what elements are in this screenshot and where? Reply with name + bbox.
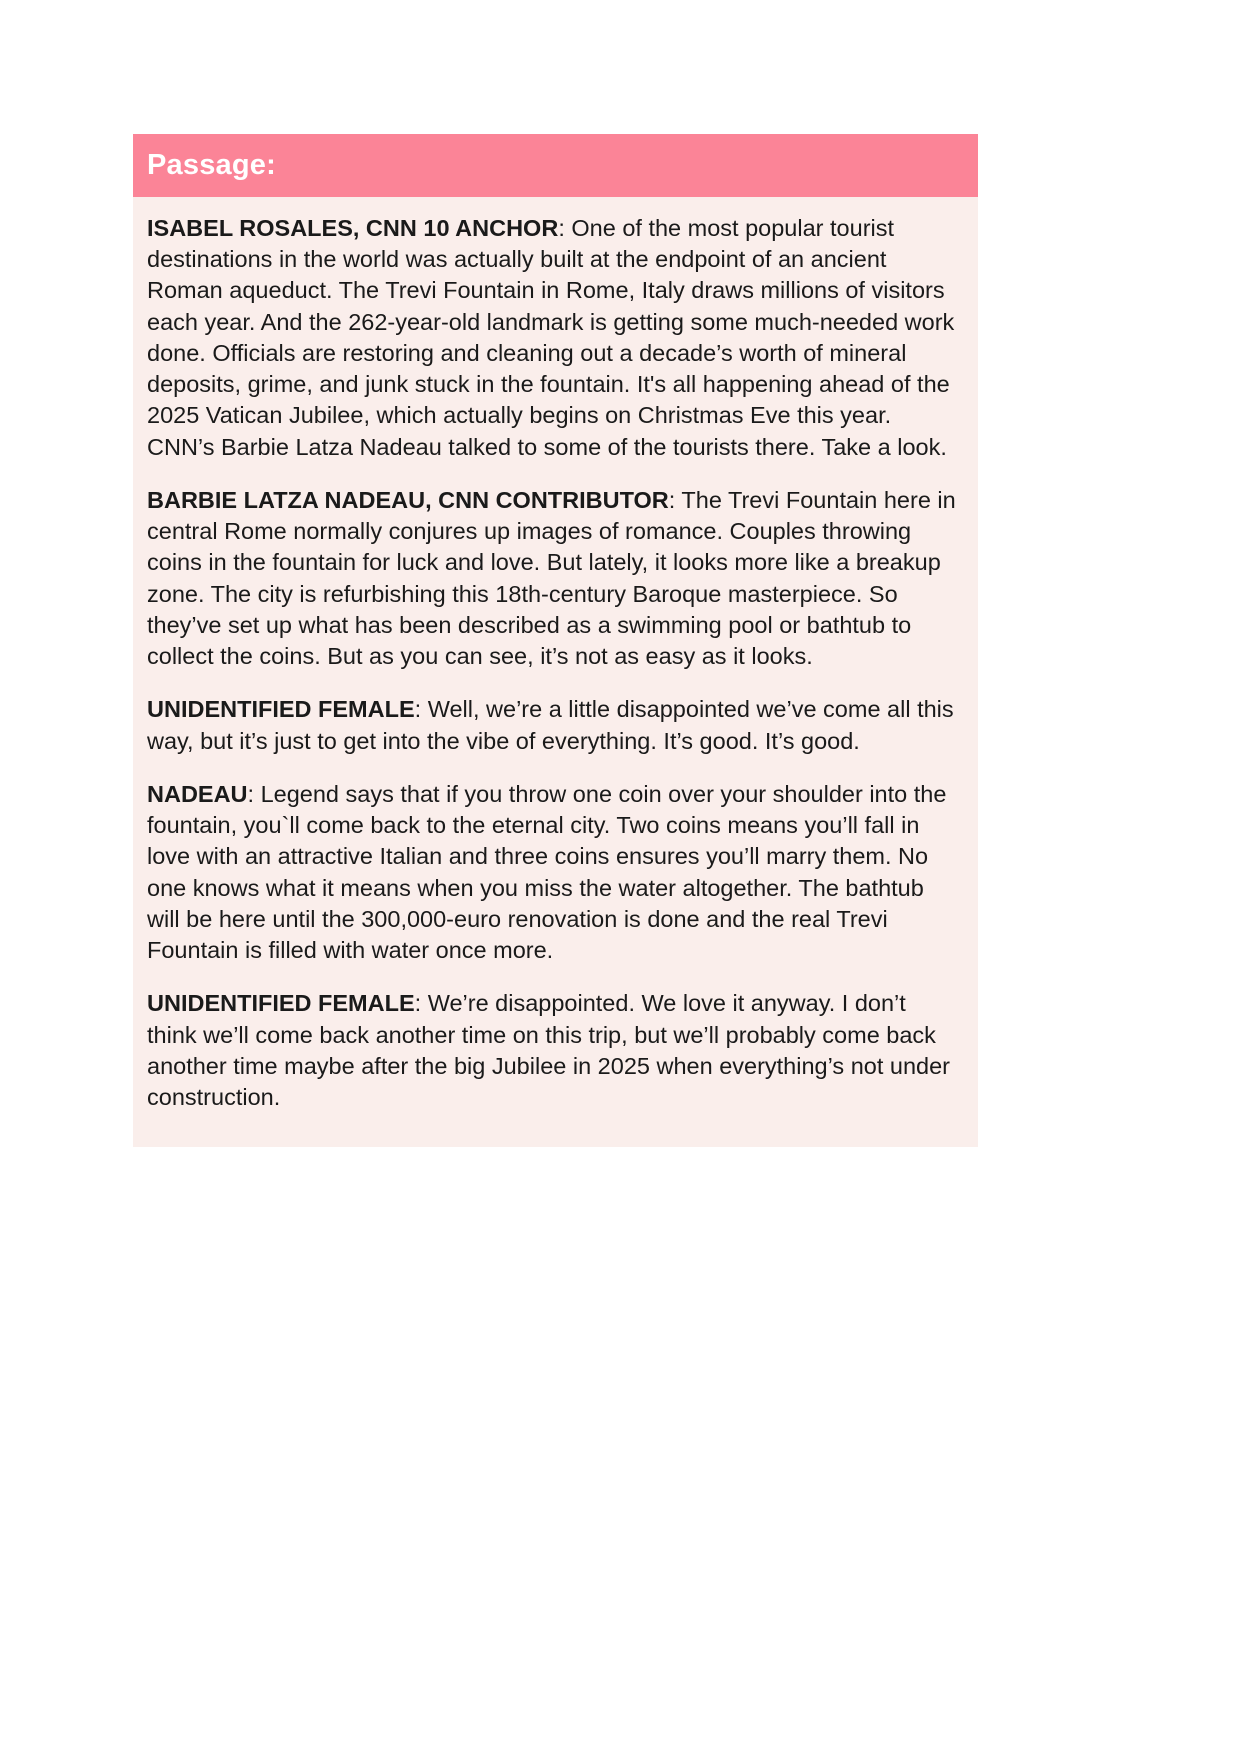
passage-paragraph bbox=[147, 779, 960, 967]
passage-paragraph bbox=[147, 988, 960, 1113]
passage-body bbox=[133, 197, 978, 1148]
passage-card bbox=[133, 134, 978, 1147]
speaker-label: UNIDENTIFIED FEMALE bbox=[147, 990, 415, 1017]
passage-paragraph bbox=[147, 694, 960, 757]
speaker-label: NADEAU bbox=[147, 780, 248, 807]
paragraph-text: : One of the most popular tourist destinations in the world was actually built at the endpoint of an ancient Roman aqueduct. The Trevi Fountain in Rome, Italy draws millions of visitors each year. And the 262-year-old landmark is getting some much-needed work done. Officials are restoring and cleaning out a decade’s worth of mineral deposits, grime, and junk stuck in the fountain. It's all happening ahead of the 2025 Vatican Jubilee, which actually begins on Christmas Eve this year. CNN’s Barbie Latza Nadeau talked to some of the tourists there. Take a look. bbox=[147, 214, 955, 460]
passage-header: Passage: bbox=[133, 134, 978, 197]
paragraph-text: : We’re disappointed. We love it anyway. I don’t think we’ll come back another time on this trip, but we’ll probably come back another time maybe after the big Jubilee in 2025 when everything’s not under construction. bbox=[147, 990, 950, 1111]
paragraph-text: : Legend says that if you throw one coin over your shoulder into the fountain, you`ll come back to the eternal city. Two coins means you’ll fall in love with an attractive Italian and three coins ensures you’ll marry them. No one knows what it means when you miss the water altogether. The bathtub will be here until the 300,000-euro renovation is done and the real Trevi Fountain is filled with water once more. bbox=[147, 780, 947, 964]
paragraph-text: : The Trevi Fountain here in central Rome normally conjures up images of romance. Couples throwing coins in the fountain for luck and love. But lately, it looks more like a breakup zone. The city is refurbishing this 18th-century Baroque masterpiece. So they’ve set up what has been described as a swimming pool or bathtub to collect the coins. But as you can see, it’s not as easy as it looks. bbox=[147, 486, 956, 670]
passage-paragraph bbox=[147, 213, 960, 463]
speaker-label: UNIDENTIFIED FEMALE bbox=[147, 696, 415, 723]
passage-paragraph bbox=[147, 485, 960, 673]
speaker-label: ISABEL ROSALES, CNN 10 ANCHOR bbox=[147, 214, 559, 241]
paragraph-text: : Well, we’re a little disappointed we’ve come all this way, but it’s just to get into the vibe of everything. It’s good. It’s good. bbox=[147, 696, 954, 754]
speaker-label: BARBIE LATZA NADEAU, CNN CONTRIBUTOR bbox=[147, 486, 669, 513]
